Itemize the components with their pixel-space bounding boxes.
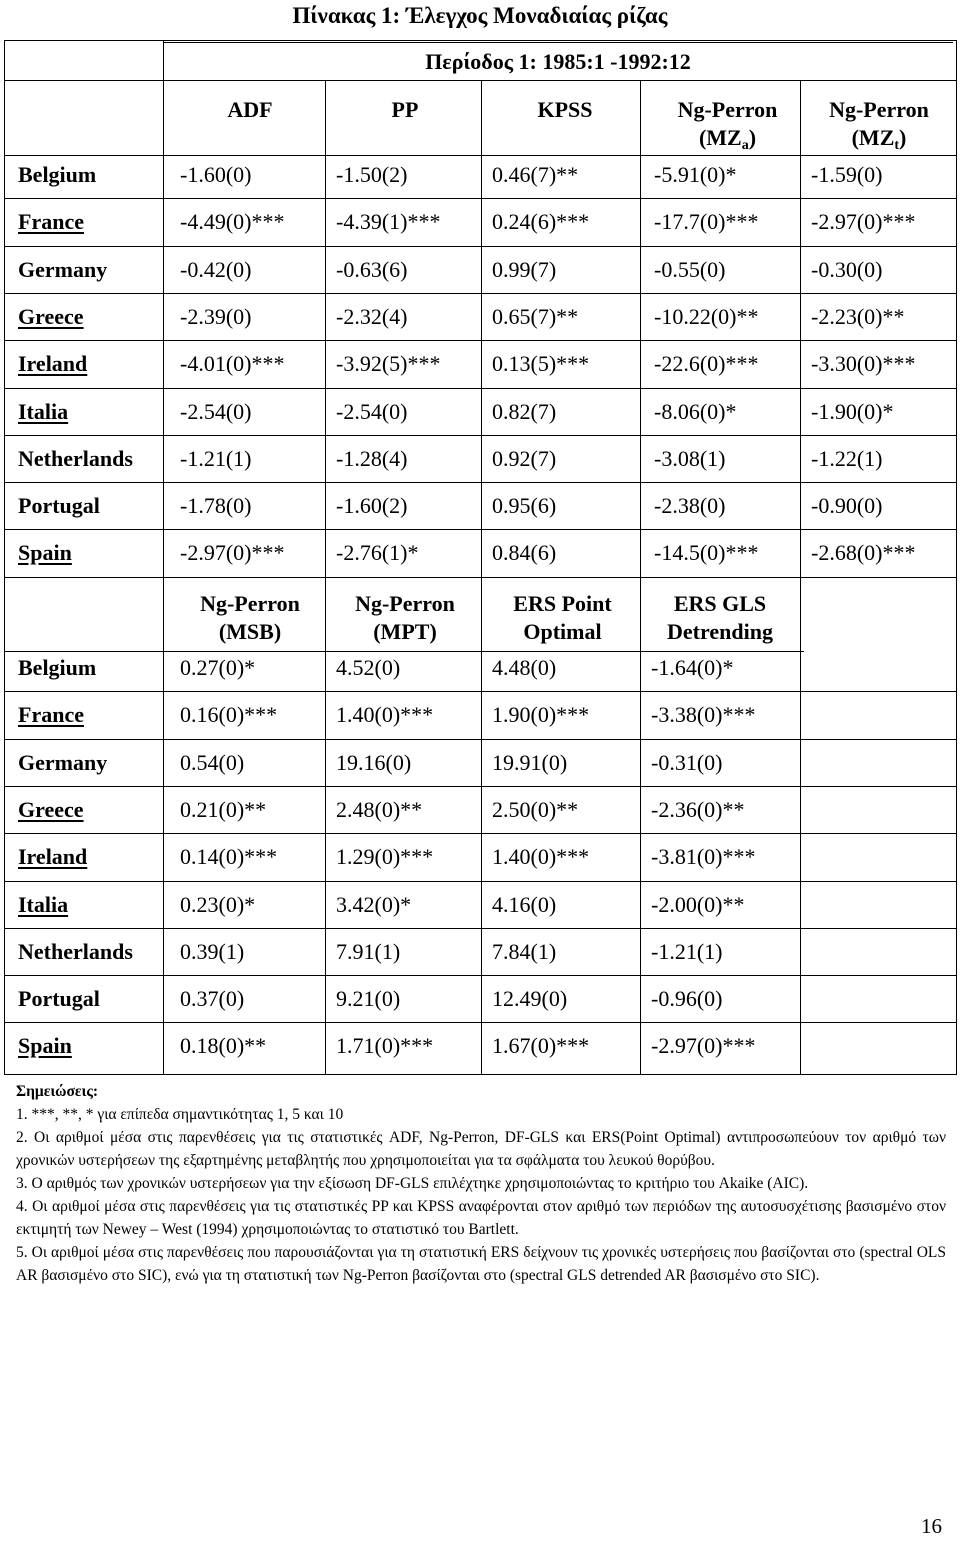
period-top-rule (163, 42, 953, 43)
table-cell: -0.90(0) (811, 493, 883, 519)
table-cell: -1.22(1) (811, 445, 883, 471)
note-5: 5. Οι αριθμοί μέσα στις παρενθέσεις που παρουσιάζονται για τη στατιστική ERS δείχνουν τις χρονικές υστερήσεις που βασίζονται στο (spectral OLS AR βασισμένο στο SIC), ενώ για τη στατιστική των Ng-Perron βασίζονται στο (spectral GLS detrended AR βασισμένο στο SIC). (16, 1244, 946, 1284)
row-country: Germany (18, 749, 108, 775)
row-country: Greece (18, 303, 84, 329)
table-cell: 0.37(0) (180, 986, 245, 1012)
table-cell: 1.40(0)*** (336, 702, 434, 728)
table-cell: 0.92(7) (492, 445, 557, 471)
col-header-mpt-line1: Ng-Perron (355, 591, 455, 616)
table-title: Πίνακας 1: Έλεγχος Μοναδιαίας ρίζας (292, 3, 668, 28)
table-cell: -1.64(0)* (651, 655, 734, 680)
row-country: Netherlands (18, 938, 133, 964)
col-header-pp: PP (391, 97, 419, 122)
table-cell: 0.82(7) (492, 398, 557, 424)
table-cell: -2.39(0) (180, 303, 252, 329)
col-header-ng-perron-mzt-line1: Ng-Perron (829, 97, 929, 122)
table2-row-rule-6 (4, 975, 957, 976)
col-header-ers-point-line1: ERS Point (513, 591, 612, 616)
table2-row-rule-0 (4, 691, 957, 692)
table2-row-rule-4 (4, 881, 957, 882)
table1-row-rule-5 (4, 435, 957, 436)
table-cell: 3.42(0)* (336, 891, 412, 917)
col-header-ers-gls-line1: ERS GLS (673, 591, 767, 616)
table-cell: 0.21(0)** (180, 796, 267, 822)
table-cell: -2.97(0)*** (180, 540, 285, 566)
table-cell: -2.76(1)* (336, 540, 419, 566)
period-label: Περίοδος 1: 1985:1 -1992:12 (425, 49, 691, 74)
table-cell: 4.16(0) (492, 891, 557, 917)
table-cell: 0.46(7)** (492, 162, 579, 187)
col-header-mpt-line2: (MPT) (373, 619, 437, 644)
table-cell: -2.36(0)** (651, 796, 745, 822)
table2-row-rule-2 (4, 786, 957, 787)
table-cell: 0.54(0) (180, 749, 245, 775)
row-country: Germany (18, 256, 108, 282)
table-cell: -1.90(0)* (811, 398, 894, 424)
table-cell: 0.84(6) (492, 540, 557, 566)
table-cell: -10.22(0)** (654, 303, 759, 329)
table1-row-rule-1 (4, 246, 957, 247)
table1-row-rule-2 (4, 293, 957, 294)
table-cell: -2.68(0)*** (811, 540, 916, 566)
row-country: Portugal (18, 986, 100, 1012)
col-header-ng-perron-mpt (330, 590, 480, 646)
table1-row-rule-6 (4, 482, 957, 483)
table-cell: -2.00(0)** (651, 891, 745, 917)
col-header-mza-open: (MZ (698, 125, 742, 150)
col-header-ng-perron-mzt (805, 96, 953, 152)
table-cell: -1.60(0) (180, 162, 252, 187)
table-cell: -17.7(0)*** (654, 209, 759, 235)
table-cell: -3.30(0)*** (811, 351, 916, 377)
table-cell: -0.30(0) (811, 256, 883, 282)
notes-heading: Σημειώσεις: (16, 1083, 99, 1100)
table-cell: -0.42(0) (180, 256, 252, 282)
table2-row-rule-3 (4, 833, 957, 834)
table-cell: -4.39(1)*** (336, 209, 441, 235)
table-cell: -3.08(1) (654, 445, 726, 471)
col-header-mzt-close: ) (899, 125, 907, 150)
col-header-mza-close: ) (748, 125, 757, 150)
table2-col-rule-0 (163, 577, 164, 1075)
table1-row-rule-7 (4, 529, 957, 530)
col-header-mzt-open: (MZ (851, 125, 895, 150)
table2-row-rule-1 (4, 739, 957, 740)
period-left-rule (163, 40, 164, 80)
table2-row-rule-7 (4, 1022, 957, 1023)
row-country: Spain (18, 540, 72, 566)
col-header-adf: ADF (227, 97, 273, 122)
table-cell: 2.50(0)** (492, 796, 579, 822)
table1-row-rule-3 (4, 340, 957, 341)
row-country: France (18, 702, 84, 728)
col-header-msb-line1: Ng-Perron (200, 591, 300, 616)
table-cell: 0.13(5)*** (492, 351, 590, 377)
table2-col-rule-2 (481, 577, 482, 1075)
row-country: Ireland (18, 844, 88, 870)
note-3: 3. Ο αριθμός των χρονικών υστερήσεων για την εξίσωση DF-GLS επιλέχτηκε χρησιμοποιώντας το κριτήριο του Akaike (AIC). (16, 1175, 809, 1192)
table2-row-rule-5 (4, 928, 957, 929)
table2-col-rule-4 (800, 577, 801, 1075)
table-cell: 0.95(6) (492, 493, 557, 519)
row-country: Belgium (18, 655, 97, 680)
table-cell: -4.49(0)*** (180, 209, 285, 235)
table1-col-rule-4 (800, 80, 801, 577)
table-cell: -1.78(0) (180, 493, 252, 519)
row-country: Italia (18, 398, 69, 424)
table-cell: 7.84(1) (492, 938, 557, 964)
table-cell: 1.67(0)*** (492, 1033, 590, 1059)
table-cell: 1.90(0)*** (492, 702, 590, 728)
page-number: 16 (921, 1514, 942, 1538)
col-header-ng-perron-mza (645, 96, 810, 152)
col-header-ng-perron-mza-line1: Ng-Perron (677, 97, 778, 122)
table-cell: 0.39(1) (180, 938, 245, 964)
table-cell: -2.38(0) (654, 493, 726, 519)
table-cell: 4.48(0) (492, 655, 557, 680)
table-cell: -0.96(0) (651, 986, 723, 1012)
table-cell: -5.91(0)* (654, 162, 737, 187)
table-cell: -3.81(0)*** (651, 844, 756, 870)
table-cell: 0.24(6)*** (492, 209, 590, 235)
table-cell: -0.31(0) (651, 749, 723, 775)
table-cell: -1.21(1) (180, 445, 252, 471)
table-cell: -1.21(1) (651, 938, 723, 964)
col-header-mza-sub: a (741, 138, 749, 153)
table-cell: -2.32(4) (336, 303, 408, 329)
table-cell: -3.38(0)*** (651, 702, 756, 728)
note-4: 4. Οι αριθμοί μέσα στις παρενθέσεις για τις στατιστικές PP και KPSS αναφέρονται στον αριθμό των περιόδων της αυτοσυσχέτισης βασισμένο στον εκτιμητή των Newey – West (1994) χρησιμοποιώντας το στατιστικό του Bartlett. (16, 1198, 946, 1238)
row-country: Greece (18, 796, 84, 822)
col-header-msb-line2: (MSB) (218, 619, 282, 644)
table-cell: -0.63(6) (336, 256, 408, 282)
table-cell: 1.71(0)*** (336, 1033, 434, 1059)
col-header-ers-point-line2: Optimal (523, 619, 602, 644)
table-cell: -2.97(0)*** (651, 1033, 756, 1059)
row-country: Spain (18, 1033, 72, 1059)
table-cell: 9.21(0) (336, 986, 401, 1012)
table-cell: 19.91(0) (492, 749, 568, 775)
table-cell: 1.29(0)*** (336, 844, 434, 870)
col-header-mzt-sub: t (894, 138, 900, 153)
col-header-ers-gls-line2: Detrending (667, 619, 773, 644)
notes (16, 1080, 946, 1287)
table-cell: -4.01(0)*** (180, 351, 285, 377)
row-country: Italia (18, 891, 69, 917)
col-header-ng-perron-msb (170, 590, 330, 646)
table-cell: -1.28(4) (336, 445, 408, 471)
row-country: Ireland (18, 351, 88, 377)
table2-col-rule-1 (325, 577, 326, 1075)
table-cell: -2.23(0)** (811, 303, 905, 329)
table-cell: 1.40(0)*** (492, 844, 590, 870)
table-cell: 0.27(0)* (180, 655, 256, 680)
table1-row-rule-0 (4, 198, 957, 199)
table2-col-rule-3 (640, 577, 641, 1075)
table-cell: 4.52(0) (336, 655, 401, 680)
table-cell: 2.48(0)** (336, 796, 423, 822)
table-cell: 7.91(1) (336, 938, 401, 964)
table-cell: 0.99(7) (492, 256, 557, 282)
note-2: 2. Οι αριθμοί μέσα στις παρενθέσεις για τις στατιστικές ADF, Ng-Perron, DF-GLS και ERS(Point Optimal) αντιπροσωπεύουν τον αριθμό των χρονικών υστερήσεων της εξαρτημένης μεταβλητής που χρησιμοποιείται για τα σφάλματα του λευκού θορύβου. (16, 1129, 946, 1169)
table-cell: -0.55(0) (654, 256, 726, 282)
table-cell: 19.16(0) (336, 749, 412, 775)
row-country: France (18, 209, 84, 235)
table-cell: 0.65(7)** (492, 303, 579, 329)
table-cell: -1.59(0) (811, 162, 883, 187)
row-country: Netherlands (18, 445, 133, 471)
table-cell: 12.49(0) (492, 986, 568, 1012)
table1-col-rule-3 (640, 80, 641, 577)
table-cell: -1.50(2) (336, 162, 408, 187)
col-header-ers-point (485, 590, 640, 646)
table-cell: -2.54(0) (180, 398, 252, 424)
table-cell: 0.16(0)*** (180, 702, 278, 728)
table-cell: -22.6(0)*** (654, 351, 759, 377)
table-cell: 0.23(0)* (180, 891, 256, 917)
table-cell: 0.14(0)*** (180, 844, 278, 870)
col-header-kpss: KPSS (537, 97, 593, 122)
table1-col-rule-2 (481, 80, 482, 577)
table-cell: -1.60(2) (336, 493, 408, 519)
row-country: Portugal (18, 493, 100, 519)
table-cell: -2.54(0) (336, 398, 408, 424)
table1-col-rule-0 (163, 80, 164, 577)
table-cell: 0.18(0)** (180, 1033, 267, 1059)
row-country: Belgium (18, 162, 97, 187)
table-cell: -14.5(0)*** (654, 540, 759, 566)
table-cell: -2.97(0)*** (811, 209, 916, 235)
table-cell: -8.06(0)* (654, 398, 737, 424)
table2-header-rule (4, 651, 804, 652)
table1-row-rule-4 (4, 388, 957, 389)
col-header-ers-gls (645, 590, 795, 646)
table-cell: -3.92(5)*** (336, 351, 441, 377)
table1-col-rule-1 (325, 80, 326, 577)
note-1: 1. ***, **, * για επίπεδα σημαντικότητας 1, 5 και 10 (16, 1106, 344, 1123)
